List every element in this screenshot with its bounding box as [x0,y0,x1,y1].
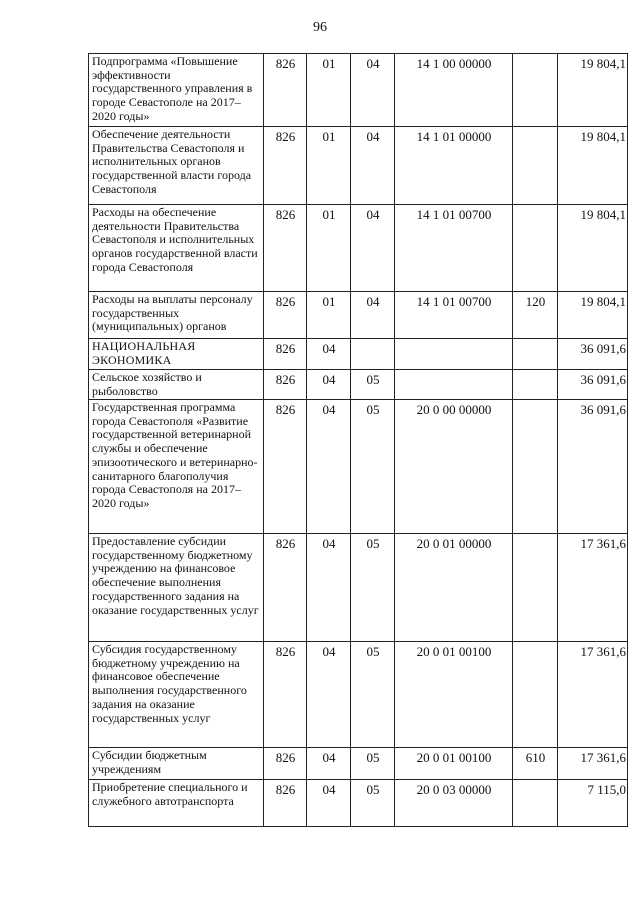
row-subsection: 04 [351,54,395,127]
row-code: 826 [264,780,307,827]
row-amount: 17 361,6 [558,534,628,642]
row-code: 826 [264,54,307,127]
row-section: 04 [307,534,351,642]
row-section: 04 [307,400,351,534]
budget-table [88,53,628,827]
row-subsection: 05 [351,534,395,642]
row-article: 20 0 01 00100 [395,748,513,780]
row-expense-type [513,780,558,827]
row-article: 14 1 00 00000 [395,54,513,127]
row-expense-type [513,370,558,400]
row-section: 04 [307,642,351,748]
table-row [89,400,628,534]
row-amount: 7 115,0 [558,780,628,827]
row-code: 826 [264,748,307,780]
table-row [89,780,628,827]
row-article: 14 1 01 00000 [395,127,513,205]
row-expense-type [513,127,558,205]
table-row [89,534,628,642]
row-subsection: 05 [351,400,395,534]
row-section: 01 [307,292,351,339]
row-name: Субсидия государственному бюджетному учреждению на финансовое обеспечение выполнения государственного задания на оказание государственных услуг [89,642,264,748]
row-article: 20 0 00 00000 [395,400,513,534]
row-expense-type [513,534,558,642]
table-row [89,642,628,748]
row-article [395,339,513,370]
table-row [89,54,628,127]
row-expense-type: 120 [513,292,558,339]
row-section: 01 [307,127,351,205]
page-number: 96 [313,20,327,35]
row-section: 01 [307,54,351,127]
row-expense-type [513,642,558,748]
row-subsection: 05 [351,370,395,400]
row-section: 04 [307,339,351,370]
row-code: 826 [264,127,307,205]
row-amount: 17 361,6 [558,642,628,748]
table-row [89,292,628,339]
row-amount: 19 804,1 [558,54,628,127]
row-expense-type: 610 [513,748,558,780]
row-name: Субсидии бюджетным учреждениям [89,748,264,780]
table-row [89,370,628,400]
row-name: Расходы на обеспечение деятельности Правительства Севастополя и исполнительных органов государственной власти города Севастополя [89,205,264,292]
row-subsection: 04 [351,127,395,205]
row-subsection: 05 [351,780,395,827]
row-code: 826 [264,642,307,748]
row-expense-type [513,400,558,534]
row-amount: 19 804,1 [558,292,628,339]
row-subsection: 05 [351,642,395,748]
row-code: 826 [264,370,307,400]
row-name: Государственная программа города Севастополя «Развитие государственной ветеринарной службы и обеспечение эпизоотического и ветеринарно-санитарного благополучия города Севастополя на 2017–2020 годы» [89,400,264,534]
table-row [89,339,628,370]
row-expense-type [513,54,558,127]
row-code: 826 [264,534,307,642]
row-name: Сельское хозяйство и рыболовство [89,370,264,400]
row-subsection: 04 [351,292,395,339]
row-article: 20 0 01 00100 [395,642,513,748]
row-subsection [351,339,395,370]
row-amount: 19 804,1 [558,205,628,292]
row-subsection: 05 [351,748,395,780]
table-row [89,127,628,205]
row-code: 826 [264,339,307,370]
row-section: 04 [307,780,351,827]
row-article: 20 0 03 00000 [395,780,513,827]
row-amount: 36 091,6 [558,400,628,534]
row-name: Предоставление субсидии государственному бюджетному учреждению на финансовое обеспечение выполнения государственного задания на оказание государственных услуг [89,534,264,642]
row-article [395,370,513,400]
row-name: Обеспечение деятельности Правительства Севастополя и исполнительных органов государственной власти города Севастополя [89,127,264,205]
row-article: 14 1 01 00700 [395,292,513,339]
row-section: 04 [307,748,351,780]
row-code: 826 [264,400,307,534]
table-row [89,748,628,780]
row-code: 826 [264,292,307,339]
row-subsection: 04 [351,205,395,292]
row-article: 14 1 01 00700 [395,205,513,292]
row-name: Расходы на выплаты персоналу государственных (муниципальных) органов [89,292,264,339]
row-section: 04 [307,370,351,400]
row-name: Приобретение специального и служебного автотранспорта [89,780,264,827]
table-row [89,205,628,292]
row-article: 20 0 01 00000 [395,534,513,642]
row-amount: 36 091,6 [558,339,628,370]
row-expense-type [513,205,558,292]
row-name: НАЦИОНАЛЬНАЯ ЭКОНОМИКА [89,339,264,370]
row-section: 01 [307,205,351,292]
row-amount: 19 804,1 [558,127,628,205]
row-code: 826 [264,205,307,292]
row-name: Подпрограмма «Повышение эффективности государственного управления в городе Севастополе на 2017–2020 годы» [89,54,264,127]
row-amount: 36 091,6 [558,370,628,400]
row-expense-type [513,339,558,370]
row-amount: 17 361,6 [558,748,628,780]
